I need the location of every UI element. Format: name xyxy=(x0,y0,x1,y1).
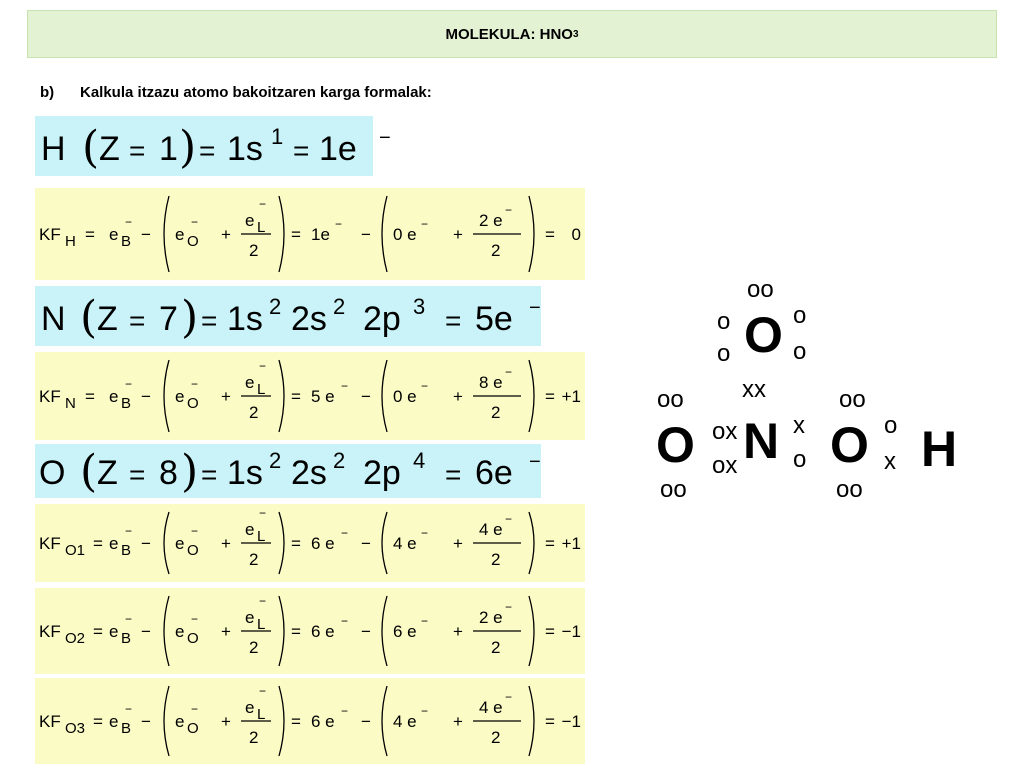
charge-minus: − xyxy=(421,704,429,718)
svg-text:=: = xyxy=(445,305,462,336)
charge-minus: − xyxy=(505,512,513,526)
paren-right-2 xyxy=(529,360,534,432)
n-config-equation xyxy=(35,286,541,346)
minus-sign: − xyxy=(141,712,151,731)
minus-sign: − xyxy=(361,534,371,553)
nonbonding-value: 6 e xyxy=(393,622,417,641)
charge-minus: − xyxy=(341,614,349,628)
kf-subscript: O3 xyxy=(65,720,86,737)
charge-minus: − xyxy=(421,379,429,393)
equals-sign: = xyxy=(291,534,301,553)
h-config-symbol: H xyxy=(41,130,66,168)
svg-text:−: − xyxy=(529,451,541,473)
svg-text:): ) xyxy=(179,122,197,173)
kf-box-h xyxy=(35,188,585,280)
kf-box-n xyxy=(35,352,585,440)
formal-charge-result: +1 xyxy=(561,387,581,406)
paren-left-1 xyxy=(164,686,169,756)
svg-text:2: 2 xyxy=(333,294,346,319)
equals-sign: = xyxy=(545,622,555,641)
valence-value: 1e xyxy=(311,225,330,244)
charge-minus: − xyxy=(125,215,133,229)
minus-sign: − xyxy=(141,387,151,406)
svg-text:2s: 2s xyxy=(291,300,327,338)
plus-sign: + xyxy=(453,387,463,406)
h-atomic-number: 1 xyxy=(159,130,178,168)
lone-pair-oright-top: oo xyxy=(839,386,866,413)
denominator: 2 xyxy=(491,550,501,569)
equals-sign: = xyxy=(291,225,301,244)
svg-text:=: = xyxy=(129,305,146,336)
charge-minus: − xyxy=(191,377,199,391)
charge-minus: − xyxy=(505,365,513,379)
subscript-o: O xyxy=(187,233,199,250)
nonbonding-e: e xyxy=(175,387,185,406)
svg-text:3: 3 xyxy=(413,294,426,319)
svg-text:=: = xyxy=(129,459,146,490)
equals-sign: = xyxy=(545,225,555,244)
charge-minus: − xyxy=(191,524,199,538)
plus-sign: + xyxy=(221,387,231,406)
denominator: 2 xyxy=(249,550,259,569)
equals-sign: = xyxy=(93,622,103,641)
minus-sign: − xyxy=(141,534,151,553)
subscript-b: B xyxy=(121,720,132,737)
svg-text:2s: 2s xyxy=(291,454,327,492)
formal-charge-result: +1 xyxy=(561,534,581,553)
instruction-label: b) xyxy=(40,84,55,101)
plus-sign: + xyxy=(453,712,463,731)
kf-subscript: H xyxy=(65,233,76,250)
bond-oleft-n-1: ox xyxy=(712,418,738,445)
kf-label: KF xyxy=(39,225,61,244)
charge-minus: − xyxy=(335,217,343,231)
charge-minus: − xyxy=(125,524,133,538)
denominator: 2 xyxy=(491,241,501,260)
valence-e: e xyxy=(109,622,119,641)
denominator: 2 xyxy=(249,241,259,260)
subscript-l: L xyxy=(257,528,266,545)
paren-right-1 xyxy=(279,596,284,666)
subscript-o: O xyxy=(187,395,199,412)
minus-sign: − xyxy=(361,712,371,731)
equals-sign: = xyxy=(291,712,301,731)
o-config-symbol: O xyxy=(39,454,66,492)
paren-left-2 xyxy=(382,596,387,666)
kf-subscript: O1 xyxy=(65,542,86,559)
paren-left-1 xyxy=(164,596,169,666)
subscript-l: L xyxy=(257,706,266,723)
equals-sign: = xyxy=(291,387,301,406)
valence-value: 6 e xyxy=(311,712,335,731)
lone-pair-otop-left-1: o xyxy=(717,308,731,335)
kf-label: KF xyxy=(39,622,61,641)
bonding-e: e xyxy=(245,373,255,392)
subscript-o: O xyxy=(187,720,199,737)
subscript-b: B xyxy=(121,542,132,559)
svg-text:2p: 2p xyxy=(363,454,401,492)
svg-text:−: − xyxy=(529,297,541,319)
kf-box-o2 xyxy=(35,588,585,674)
svg-text:(: ( xyxy=(80,292,98,343)
svg-text:=: = xyxy=(201,305,218,336)
paren-left-2 xyxy=(382,686,387,756)
equals-sign: = xyxy=(85,387,95,406)
charge-minus: − xyxy=(259,684,267,698)
svg-text:1: 1 xyxy=(271,124,284,149)
charge-minus: − xyxy=(341,379,349,393)
minus-sign: − xyxy=(141,622,151,641)
paren-left-1 xyxy=(164,512,169,574)
bonding-value: 4 e xyxy=(479,520,503,539)
svg-text:Z: Z xyxy=(99,130,120,168)
instruction-text: Kalkula itzazu atomo bakoitzaren karga formalak: xyxy=(80,84,432,101)
bond-oleft-n-2: ox xyxy=(712,452,738,479)
denominator: 2 xyxy=(491,638,501,657)
paren-right-1 xyxy=(279,360,284,432)
plus-sign: + xyxy=(221,712,231,731)
formal-charge-result: −1 xyxy=(561,622,581,641)
n-config-box xyxy=(35,286,541,346)
o-config-box xyxy=(35,444,541,498)
kf-equation-n xyxy=(35,352,585,440)
charge-minus: − xyxy=(125,612,133,626)
paren-left-2 xyxy=(382,360,387,432)
svg-text:): ) xyxy=(181,292,199,343)
subscript-l: L xyxy=(257,616,266,633)
charge-minus: − xyxy=(505,203,513,217)
subscript-o: O xyxy=(187,630,199,647)
title-text: MOLEKULA: HNO xyxy=(445,25,573,43)
charge-minus: − xyxy=(191,215,199,229)
bond-oright-h-x: x xyxy=(884,448,896,475)
lone-pair-otop-right-1: o xyxy=(793,302,807,329)
bond-n-oright-x: x xyxy=(793,412,805,439)
atom-o-top: O xyxy=(744,307,783,363)
lewis-structure xyxy=(640,270,980,510)
svg-text:1s: 1s xyxy=(227,130,263,168)
atom-h: H xyxy=(921,421,958,477)
denominator: 2 xyxy=(249,638,259,657)
svg-text:=: = xyxy=(199,135,216,166)
equals-sign: = xyxy=(85,225,95,244)
charge-minus: − xyxy=(259,506,267,520)
svg-text:=: = xyxy=(445,459,462,490)
charge-minus: − xyxy=(505,600,513,614)
paren-left-2 xyxy=(382,196,387,272)
title-subscript: 3 xyxy=(572,28,579,40)
svg-text:2p: 2p xyxy=(363,300,401,338)
o-atomic-number: 8 xyxy=(159,454,178,492)
nonbonding-value: 0 e xyxy=(393,387,417,406)
svg-text:(: ( xyxy=(80,446,98,497)
h-valence: 1e xyxy=(319,130,357,168)
charge-minus: − xyxy=(191,612,199,626)
nonbonding-value: 0 e xyxy=(393,225,417,244)
paren-right-2 xyxy=(529,686,534,756)
nonbonding-value: 4 e xyxy=(393,534,417,553)
subscript-b: B xyxy=(121,233,132,250)
kf-box-o1 xyxy=(35,504,585,582)
svg-text:4: 4 xyxy=(413,448,426,473)
formal-charge-result: 0 xyxy=(571,225,581,244)
paren-left-1 xyxy=(164,196,169,272)
charge-minus: − xyxy=(505,690,513,704)
equals-sign: = xyxy=(93,534,103,553)
svg-text:=: = xyxy=(201,459,218,490)
paren-right-1 xyxy=(279,196,284,272)
equals-sign: = xyxy=(545,534,555,553)
charge-minus: − xyxy=(259,359,267,373)
subscript-b: B xyxy=(121,630,132,647)
svg-text:=: = xyxy=(129,135,146,166)
nonbonding-e: e xyxy=(175,712,185,731)
valence-value: 5 e xyxy=(311,387,335,406)
svg-text:Z: Z xyxy=(97,454,118,492)
valence-e: e xyxy=(109,225,119,244)
plus-sign: + xyxy=(221,534,231,553)
paren-left-1 xyxy=(164,360,169,432)
o-valence: 6e xyxy=(475,454,513,492)
plus-sign: + xyxy=(221,225,231,244)
svg-text:−: − xyxy=(379,127,391,149)
plus-sign: + xyxy=(453,534,463,553)
svg-text:): ) xyxy=(181,446,199,497)
instruction xyxy=(40,84,432,101)
o-config-equation xyxy=(35,444,541,498)
minus-sign: − xyxy=(361,387,371,406)
equals-sign: = xyxy=(291,622,301,641)
nonbonding-e: e xyxy=(175,534,185,553)
atom-n: N xyxy=(743,413,780,469)
nonbonding-e: e xyxy=(175,622,185,641)
kf-equation-o3 xyxy=(35,678,585,764)
plus-sign: + xyxy=(453,225,463,244)
paren-right-2 xyxy=(529,196,534,272)
svg-text:1s: 1s xyxy=(227,300,263,338)
svg-text:(: ( xyxy=(82,122,100,173)
h-config-equation xyxy=(35,116,391,176)
subscript-l: L xyxy=(257,219,266,236)
valence-value: 6 e xyxy=(311,534,335,553)
minus-sign: − xyxy=(361,225,371,244)
bonding-e: e xyxy=(245,698,255,717)
subscript-o: O xyxy=(187,542,199,559)
valence-e: e xyxy=(109,387,119,406)
paren-left-2 xyxy=(382,512,387,574)
denominator: 2 xyxy=(249,403,259,422)
lone-pair-otop-top: oo xyxy=(747,276,774,303)
paren-right-2 xyxy=(529,596,534,666)
charge-minus: − xyxy=(421,526,429,540)
svg-text:2: 2 xyxy=(269,448,282,473)
bond-oright-h-o: o xyxy=(884,412,898,439)
title-banner xyxy=(27,10,997,58)
svg-text:1s: 1s xyxy=(227,454,263,492)
kf-equation-o2 xyxy=(35,588,585,674)
nonbonding-e: e xyxy=(175,225,185,244)
valence-value: 6 e xyxy=(311,622,335,641)
kf-label: KF xyxy=(39,534,61,553)
nonbonding-value: 4 e xyxy=(393,712,417,731)
minus-sign: − xyxy=(141,225,151,244)
kf-subscript: O2 xyxy=(65,630,86,647)
bonding-e: e xyxy=(245,520,255,539)
bond-otop-n: xx xyxy=(742,376,766,403)
bonding-e: e xyxy=(245,608,255,627)
svg-text:=: = xyxy=(293,135,310,166)
kf-box-o3 xyxy=(35,678,585,764)
valence-e: e xyxy=(109,534,119,553)
valence-e: e xyxy=(109,712,119,731)
bonding-e: e xyxy=(245,211,255,230)
svg-text:Z: Z xyxy=(97,300,118,338)
bonding-value: 2 e xyxy=(479,608,503,627)
bond-n-oright-o: o xyxy=(793,446,807,473)
lone-pair-oright-bottom: oo xyxy=(836,476,863,503)
lone-pair-otop-left-2: o xyxy=(717,340,731,367)
lone-pair-otop-right-2: o xyxy=(793,338,807,365)
charge-minus: − xyxy=(259,594,267,608)
equals-sign: = xyxy=(93,712,103,731)
subscript-b: B xyxy=(121,395,132,412)
charge-minus: − xyxy=(421,217,429,231)
bonding-value: 8 e xyxy=(479,373,503,392)
charge-minus: − xyxy=(125,377,133,391)
h-config-box xyxy=(35,116,391,176)
charge-minus: − xyxy=(259,197,267,211)
bonding-value: 4 e xyxy=(479,698,503,717)
plus-sign: + xyxy=(453,622,463,641)
lone-pair-oleft-bottom: oo xyxy=(660,476,687,503)
equals-sign: = xyxy=(545,712,555,731)
n-atomic-number: 7 xyxy=(159,300,178,338)
charge-minus: − xyxy=(191,702,199,716)
paren-right-1 xyxy=(279,686,284,756)
kf-label: KF xyxy=(39,712,61,731)
charge-minus: − xyxy=(341,526,349,540)
svg-text:2: 2 xyxy=(269,294,282,319)
svg-text:2: 2 xyxy=(333,448,346,473)
bonding-value: 2 e xyxy=(479,211,503,230)
denominator: 2 xyxy=(249,728,259,747)
n-config-symbol: N xyxy=(41,300,66,338)
plus-sign: + xyxy=(221,622,231,641)
denominator: 2 xyxy=(491,403,501,422)
charge-minus: − xyxy=(125,702,133,716)
equals-sign: = xyxy=(545,387,555,406)
atom-o-left: O xyxy=(656,417,695,473)
n-valence: 5e xyxy=(475,300,513,338)
kf-equation-o1 xyxy=(35,504,585,582)
kf-equation-h xyxy=(35,188,585,280)
paren-right-2 xyxy=(529,512,534,574)
atom-o-right: O xyxy=(830,417,869,473)
kf-label: KF xyxy=(39,387,61,406)
denominator: 2 xyxy=(491,728,501,747)
minus-sign: − xyxy=(361,622,371,641)
subscript-l: L xyxy=(257,381,266,398)
formal-charge-result: −1 xyxy=(561,712,581,731)
kf-subscript: N xyxy=(65,395,76,412)
charge-minus: − xyxy=(341,704,349,718)
paren-right-1 xyxy=(279,512,284,574)
charge-minus: − xyxy=(421,614,429,628)
lone-pair-oleft-top: oo xyxy=(657,386,684,413)
